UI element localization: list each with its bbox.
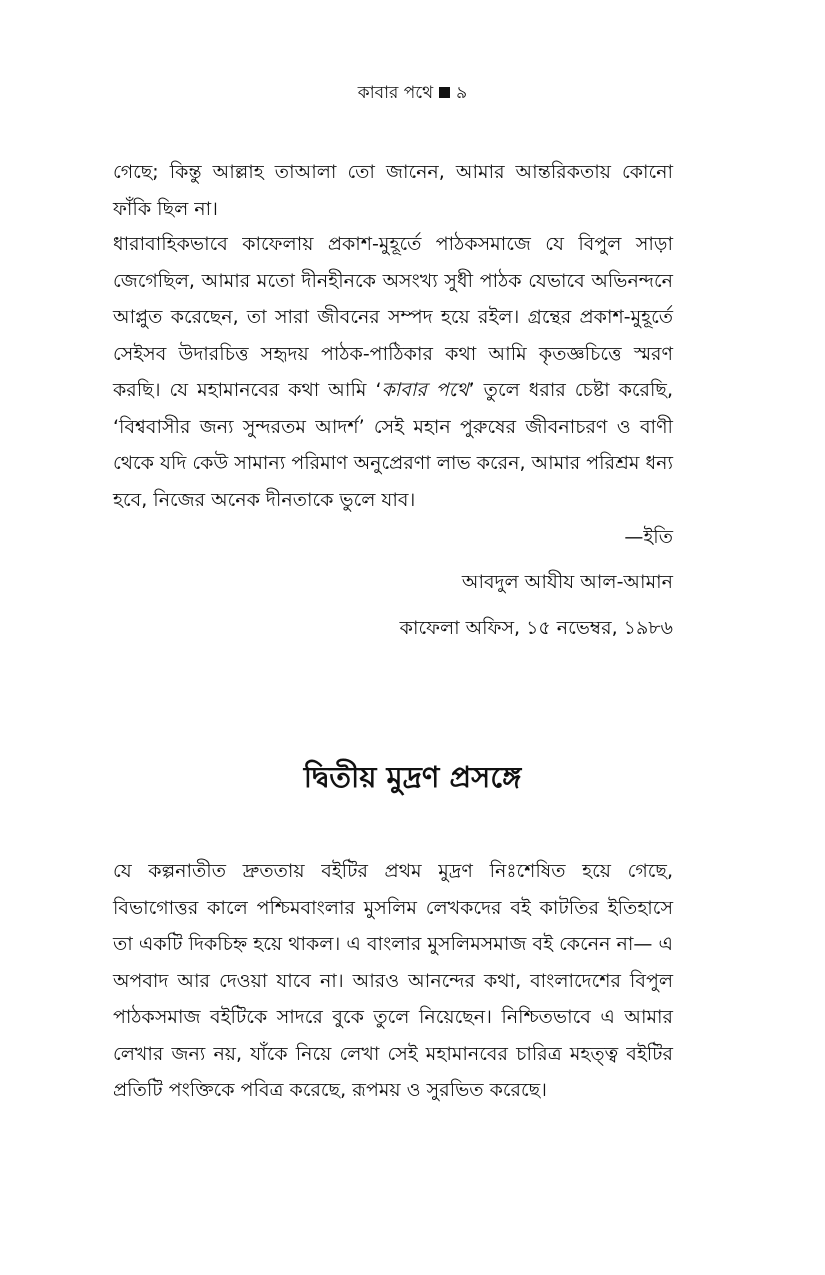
preface-continuation: [113, 154, 673, 227]
preface-text-start: ধারাবাহিকভাবে কাফেলায় প্রকাশ-মুহূর্তে পাঠকসমাজে যে বিপুল সাড়া জেগেছিল, আমার মতো দীনহীনকে অসংখ্য সুধী পাঠক যেভাবে অভিনন্দনে আপ্লুত করেছেন, তা সারা জীবনের সম্পদ হয়ে রইল। গ্রন্থের প্রকাশ-মুহূর্তে সেইসব উদারচিত্ত সহৃদয় পাঠক-পাঠিকার কথা আমি কৃতজ্ঞচিত্তে স্মরণ করছি। যে মহামানবের কথা আমি ‘: [113, 233, 673, 401]
preface-continuation-text: গেছে; কিন্তু আল্লাহ তাআলা তো জানেন, আমার আন্তরিকতায় কোনো ফাঁকি ছিল না।: [113, 161, 673, 220]
book-title-italic: কাবার পথে: [381, 379, 469, 401]
second-edition-text: যে কল্পনাতীত দ্রুততায় বইটির প্রথম মুদ্রণ নিঃশেষিত হয়ে গেছে, বিভাগোত্তর কালে পশ্চিমবাংলার মুসলিম লেখকদের বই কাটতির ইতিহাসে তা একটি দিকচিহ্ন হয়ে থাকল। এ বাংলার মুসলিমসমাজ বই কেনেন না— এ অপবাদ আর দেওয়া যাবে না। আরও আনন্দের কথা, বাংলাদেশের বিপুল পাঠকসমাজ বইটিকে সাদরে বুকে তুলে নিয়েছেন। নিশ্চিতভাবে এ আমার লেখার জন্য নয়, যাঁকে নিয়ে লেখা সেই মহামানবের চারিত্র মহত্ত্ব বইটির প্রতিটি পংক্তিকে পবিত্র করেছে, রূপময় ও সুরভিত করেছে।: [113, 860, 673, 1101]
preface-paragraph-text: [113, 226, 673, 518]
section-title: দ্বিতীয় মুদ্রণ প্রসঙ্গে: [303, 760, 522, 794]
page-number: ৯: [456, 83, 468, 103]
place-date: কাফেলা অফিস, ১৫ নভেম্বর, ১৯৮৬: [399, 617, 673, 639]
author-name: আবদুল আযীয আল-আমান: [461, 571, 673, 593]
closing-iti: —ইতি: [624, 526, 673, 548]
preface-text-end: ’ তুলে ধরার চেষ্টা করেছি, ‘বিশ্ববাসীর জন্য সুন্দরতম আদর্শ’ সেই মহান পুরুষের জীবনাচরণ ও বাণী থেকে যদি কেউ সামান্য পরিমাণ অনুপ্রেরণা লাভ করেন, আমার পরিশ্রম ধন্য হবে, নিজের অনেক দীনতাকে ভুলে যাব।: [113, 379, 673, 511]
preface-paragraph: [113, 226, 673, 518]
square-bullet-icon: [439, 87, 450, 98]
second-edition-paragraph: [113, 853, 673, 1109]
header-book-title: কাবার পথে: [357, 83, 434, 103]
running-header: [0, 80, 825, 108]
